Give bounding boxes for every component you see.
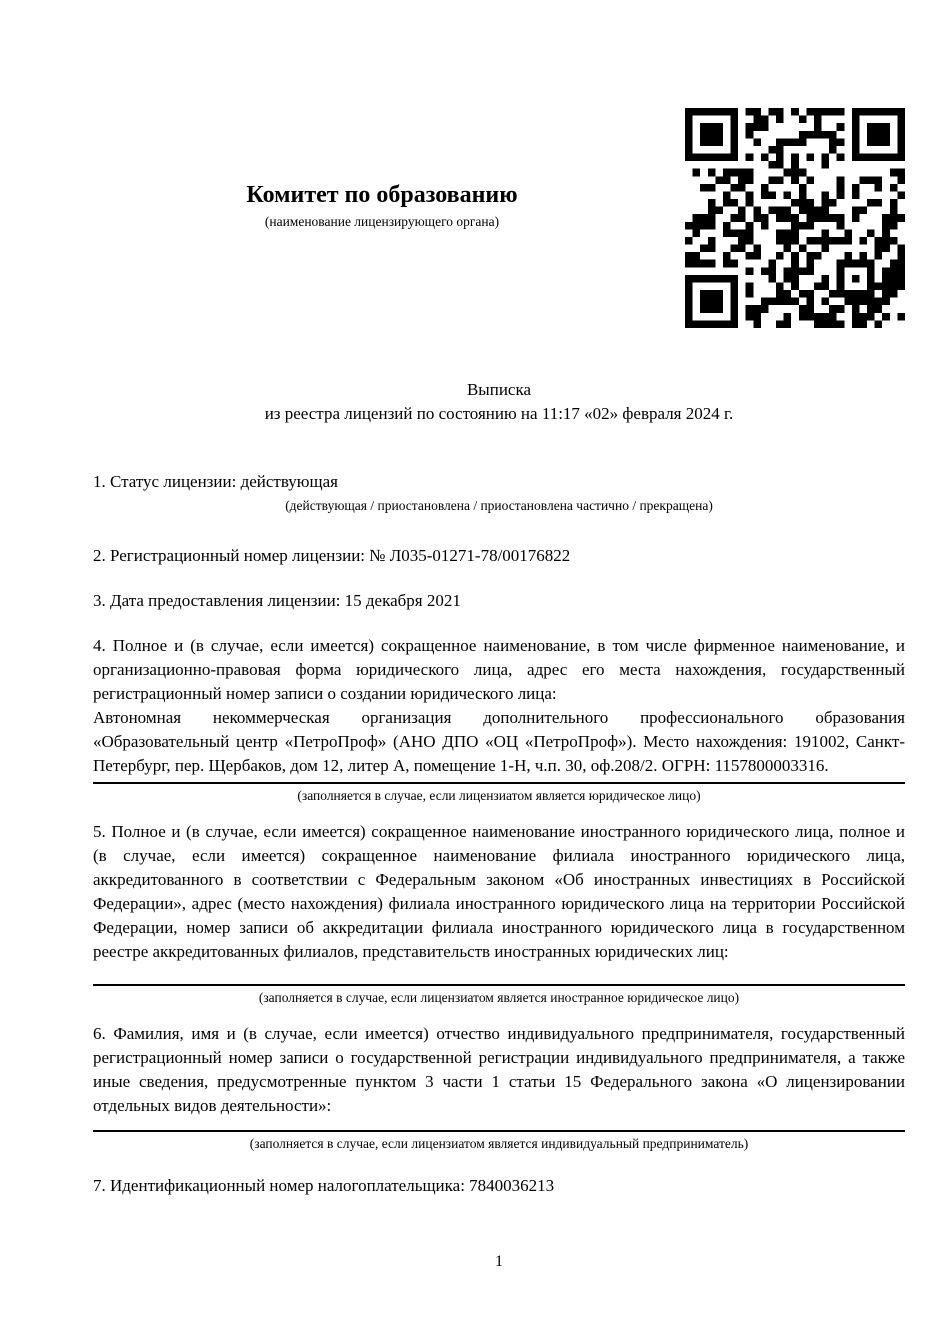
entrepreneur-text: 6. Фамилия, имя и (в случае, если имеется) отчество индивидуального предпринимателя, государственный регистрационный номер записи о государственной регистрации индивидуального предпринимателя, а также иные сведения, предусмотренные пунктом 3 части 1 статьи 15 Федерального закона «О лицензировании отдельных видов деятельности»: <box>93 1024 905 1115</box>
legal-entity-caption: (заполняется в случае, если лицензиатом является юридическое лицо) <box>297 788 701 803</box>
foreign-entity-text: 5. Полное и (в случае, если имеется) сокращенное наименование иностранного юридического лица, полное и (в случае, если имеется) сокращенное наименование филиала иностранного юридического лица, аккредитованного в соответствии с Федеральным законом «Об иностранных инвестициях в Российской Федерации», адрес (место нахождения) филиала иностранного юридического лица на территории Российской Федерации, номер записи об аккредитации филиала иностранного юридического лица в государственном реестре аккредитованных филиалов, представительств иностранных юридических лиц: <box>93 822 905 961</box>
grant-date-text: 3. Дата предоставления лицензии: 15 декабря 2021 <box>93 591 461 610</box>
taxpayer-id-text: 7. Идентификационный номер налогоплательщика: 7840036213 <box>93 1176 555 1195</box>
legal-entity-value: Автономная некоммерческая организация дополнительного профессионального образования «Образовательный центр «ПетроПроф» (АНО ДПО «ОЦ «ПетроПроф»). Место нахождения: 191002, Санкт-Петербург, пер. Щербаков, дом 12, литер А, помещение 1-Н, ч.п. 30, оф.208/2. ОГРН: 1157800003316. <box>93 708 905 775</box>
item-entrepreneur <box>93 1022 905 1152</box>
item-grant-date <box>93 589 905 613</box>
document-body <box>93 378 905 1198</box>
licensing-authority-name: Комитет по образованию <box>246 182 518 208</box>
item-registration-number <box>93 544 905 568</box>
entrepreneur-caption: (заполняется в случае, если лицензиатом является индивидуальный предприниматель) <box>249 1136 749 1151</box>
page-number: 1 <box>495 1253 503 1270</box>
document-subtitle: из реестра лицензий по состоянию на 11:17 «02» февраля 2024 г. <box>264 404 734 423</box>
fill-in-rule <box>93 984 905 986</box>
foreign-entity-caption: (заполняется в случае, если лицензиатом является иностранное юридическое лицо) <box>258 990 740 1005</box>
fill-in-rule <box>93 1130 905 1132</box>
document-title: Выписка <box>466 380 532 399</box>
qr-code-icon <box>685 108 905 328</box>
item-taxpayer-id <box>93 1174 905 1198</box>
document-title-block <box>93 378 905 426</box>
license-status-text: 1. Статус лицензии: действующая <box>93 472 338 491</box>
license-status-caption: (действующая / приостановлена / приостановлена частично / прекращена) <box>285 498 713 513</box>
licensing-authority-block <box>93 181 671 230</box>
item-legal-entity <box>93 634 905 804</box>
legal-entity-text: 4. Полное и (в случае, если имеется) сокращенное наименование, в том числе фирменное наименование, и организационно-правовая форма юридического лица, адрес его места нахождения, государственный регистрационный номер записи о создании юридического лица: <box>93 636 905 703</box>
item-license-status <box>93 470 905 514</box>
fill-in-rule <box>93 782 905 784</box>
licensing-authority-caption: (наименование лицензирующего органа) <box>264 214 500 229</box>
item-foreign-entity <box>93 820 905 1006</box>
registration-number-text: 2. Регистрационный номер лицензии: № Л035-01271-78/00176822 <box>93 546 571 565</box>
